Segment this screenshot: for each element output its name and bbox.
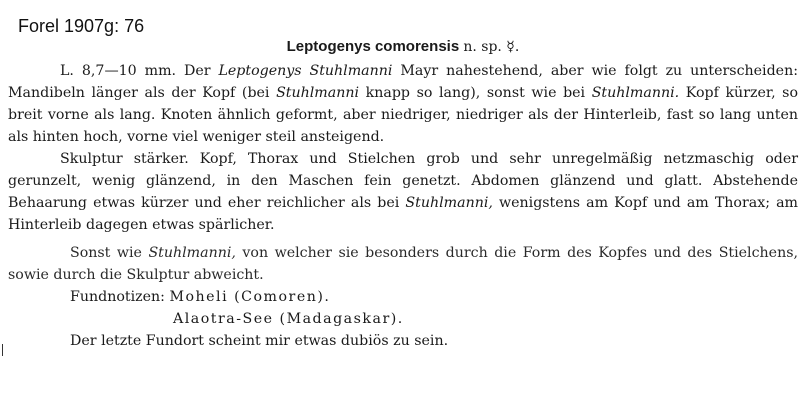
species-ref: Stuhlmanni, xyxy=(148,245,236,261)
sculpture-paragraph xyxy=(8,148,798,236)
species-name: Leptogenys comorensis xyxy=(286,38,460,55)
text-span: Mayr nahestehend, aber wie folgt zu unterscheiden: Mandibeln länger als der Kopf (bei xyxy=(8,63,798,101)
species-title xyxy=(8,36,798,60)
text-span: Kopf kürzer, so breit vorne als lang. Knoten ähnlich geformt, aber niedriger, niedriger als der Hinterleib, fast so lang unten als hinten hoch, vorne viel weniger steil ansteigend. xyxy=(8,85,798,145)
description-paragraph xyxy=(8,60,798,148)
text-span: L. 8,7—10 mm. Der xyxy=(60,63,219,79)
text-span: wenigstens am Kopf und am Thorax; am Hinterleib dagegen etwas spärlicher. xyxy=(8,195,798,233)
species-ref: Stuhlmanni xyxy=(276,85,360,101)
text-span: knapp so lang), sonst wie bei xyxy=(359,85,592,101)
text-span: Skulptur stärker. Kopf, Thorax und Stielchen grob und sehr unregelmäßig netzmaschig oder gerunzelt, wenig glänzend, in den Maschen fein genetzt. Abdomen glänzend und glatt. Abstehende Behaarung etwas kürzer und eher reichlicher als bei xyxy=(8,151,798,211)
margin-mark xyxy=(2,344,3,356)
text-span: von welcher sie besonders durch die Form des Kopfes und des Stielchens, sowie durch die Skulptur abweicht. xyxy=(8,245,798,283)
species-ref: Stuhlmanni, xyxy=(405,195,493,211)
locality-moheli: Moheli (Comoren). xyxy=(169,289,331,305)
comparison-paragraph xyxy=(8,242,798,286)
locality-alaotra: Alaotra-See (Madagaskar). xyxy=(173,311,404,327)
closing-remark: Der letzte Fundort scheint mir etwas dubiös zu sein. xyxy=(70,333,449,349)
locality-line-1 xyxy=(8,286,798,308)
species-ref: Leptogenys Stuhlmanni xyxy=(218,63,393,79)
citation-label: Forel 1907g: 76 xyxy=(18,16,145,36)
species-ref: Stuhlmanni. xyxy=(591,85,680,101)
locality-line-2 xyxy=(8,308,798,330)
document-page xyxy=(8,36,798,352)
text-span: Sonst wie xyxy=(70,245,149,261)
locality-label: Fundnotizen: xyxy=(70,289,165,305)
species-suffix: n. sp. ☿. xyxy=(463,39,520,55)
